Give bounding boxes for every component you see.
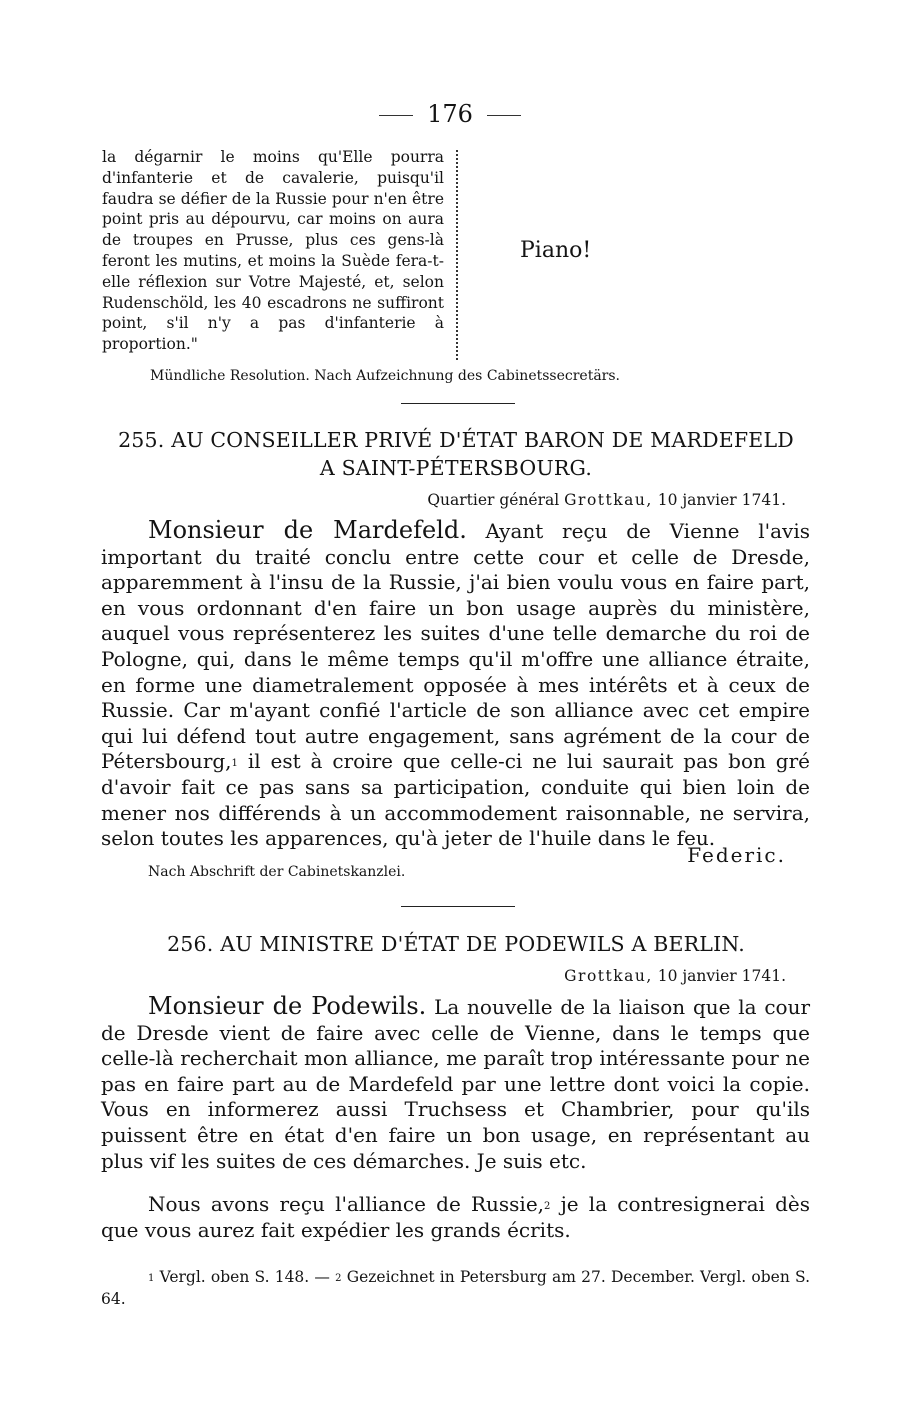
continued-text: la dégarnir le moins qu'Elle pourra d'infanterie et de cavalerie, puisqu'il faudra se défier de la Russie pour n'en être point pris au dépourvu, car moins on aura de troupes en Prusse, plus ces gens-là feront les mutins, et moins la Suède fera-t-elle réflexion sur Votre Majesté, et, selon Rudenschöld, les 40 escadrons ne suffiront point, s'il n'y a pas d'infanterie à proportion." [102, 148, 444, 354]
marginal-note: Piano! [520, 238, 592, 263]
column-divider [456, 150, 458, 360]
letter-255-heading-line2: A SAINT-PÉTERSBOURG. [319, 456, 593, 480]
letter-255-dateline [427, 491, 786, 509]
header-rule-right [487, 115, 521, 116]
page-header [0, 100, 900, 128]
letter-255-date: 10 janvier 1741. [657, 491, 786, 509]
letter-256-body [101, 994, 810, 1174]
letter-256-ps-a: Nous avons reçu l'alliance de Russie, [148, 1192, 545, 1216]
footnote-2-mark: 2 [335, 1273, 342, 1284]
header-rule-left [379, 115, 413, 116]
footnote-ref-2: 2 [544, 1201, 551, 1212]
section-rule-2 [401, 906, 515, 907]
footnotes [101, 1266, 810, 1310]
letter-256-place: Grottkau, [564, 967, 653, 985]
source-note-1: Mündliche Resolution. Nach Aufzeichnung des Cabinetssecretärs. [150, 368, 621, 384]
letter-255-source: Nach Abschrift der Cabinetskanzlei. [148, 864, 406, 880]
continued-text-column [102, 147, 444, 355]
footnote-2-text: Gezeichnet in Petersburg am 27. December. Vergl. oben S. 64. [101, 1268, 810, 1308]
letter-255-body [101, 518, 810, 852]
letter-255-text-b: il est à croire que celle-ci ne lui saurait pas bon gré d'avoir fait ce pas sans sa participation, conduite qui bien loin de mener nos différends à un accommodement raisonnable, ne servira, selon toutes les apparences, qu'à jeter de l'huile dans le feu. [101, 749, 810, 851]
letter-256-text: La nouvelle de la liaison que la cour de Dresde vient de faire avec celle de Vienne, dans le temps que celle-là recherchait mon alliance, me paraît trop intéressante pour ne pas en faire part au de Mardefeld par une lettre dont voici la copie. Vous en informerez aussi Truchsess et Chambrier, pour qu'ils puissent être en état d'en faire un bon usage, en représentant au plus vif les suites de ces démarches. Je suis etc. [101, 995, 811, 1173]
letter-256-heading: 256. AU MINISTRE D'ÉTAT DE PODEWILS A BERLIN. [167, 932, 745, 956]
letter-256-dateline [564, 967, 786, 985]
letter-255-salutation: Monsieur de Mardefeld. [148, 516, 467, 544]
letter-256-salutation: Monsieur de Podewils. [148, 992, 427, 1020]
letter-255-heading [100, 426, 812, 482]
footnote-1-mark: 1 [148, 1273, 155, 1284]
letter-255-place: Grottkau, [564, 491, 653, 509]
section-rule-1 [401, 403, 515, 404]
footnote-1-text: Vergl. oben S. 148. — [159, 1268, 330, 1286]
letter-255-signature: Federic. [687, 843, 786, 867]
letter-255-date-prefix: Quartier général [427, 491, 560, 509]
letter-255-heading-line1: 255. AU CONSEILLER PRIVÉ D'ÉTAT BARON DE MARDEFELD [118, 428, 794, 452]
letter-256-ps-b: je la contresignerai dès que vous aurez fait expédier les grands écrits. [101, 1192, 811, 1242]
page-number: 176 [427, 100, 473, 128]
letter-256-date: 10 janvier 1741. [657, 967, 786, 985]
letter-256-postscript [101, 1192, 810, 1243]
letter-255-text-a: Ayant reçu de Vienne l'avis important du traité conclu entre cette cour et celle de Dresde, apparemment à l'insu de la Russie, j'ai bien voulu vous en faire part, en vous ordonnant d'en faire un bon usage auprès du ministère, auquel vous représenterez les suites d'une telle demarche du roi de Pologne, qui, dans le même temps qu'il m'offre une alliance étraite, en forme une diametralement opposée à mes intérêts et à ceux de Russie. Car m'ayant confié l'article de son alliance avec cet empire qui lui défend tout autre engagement, sans agrément de la cour de Pétersbourg, [101, 519, 810, 774]
footnote-ref-1: 1 [231, 758, 238, 770]
